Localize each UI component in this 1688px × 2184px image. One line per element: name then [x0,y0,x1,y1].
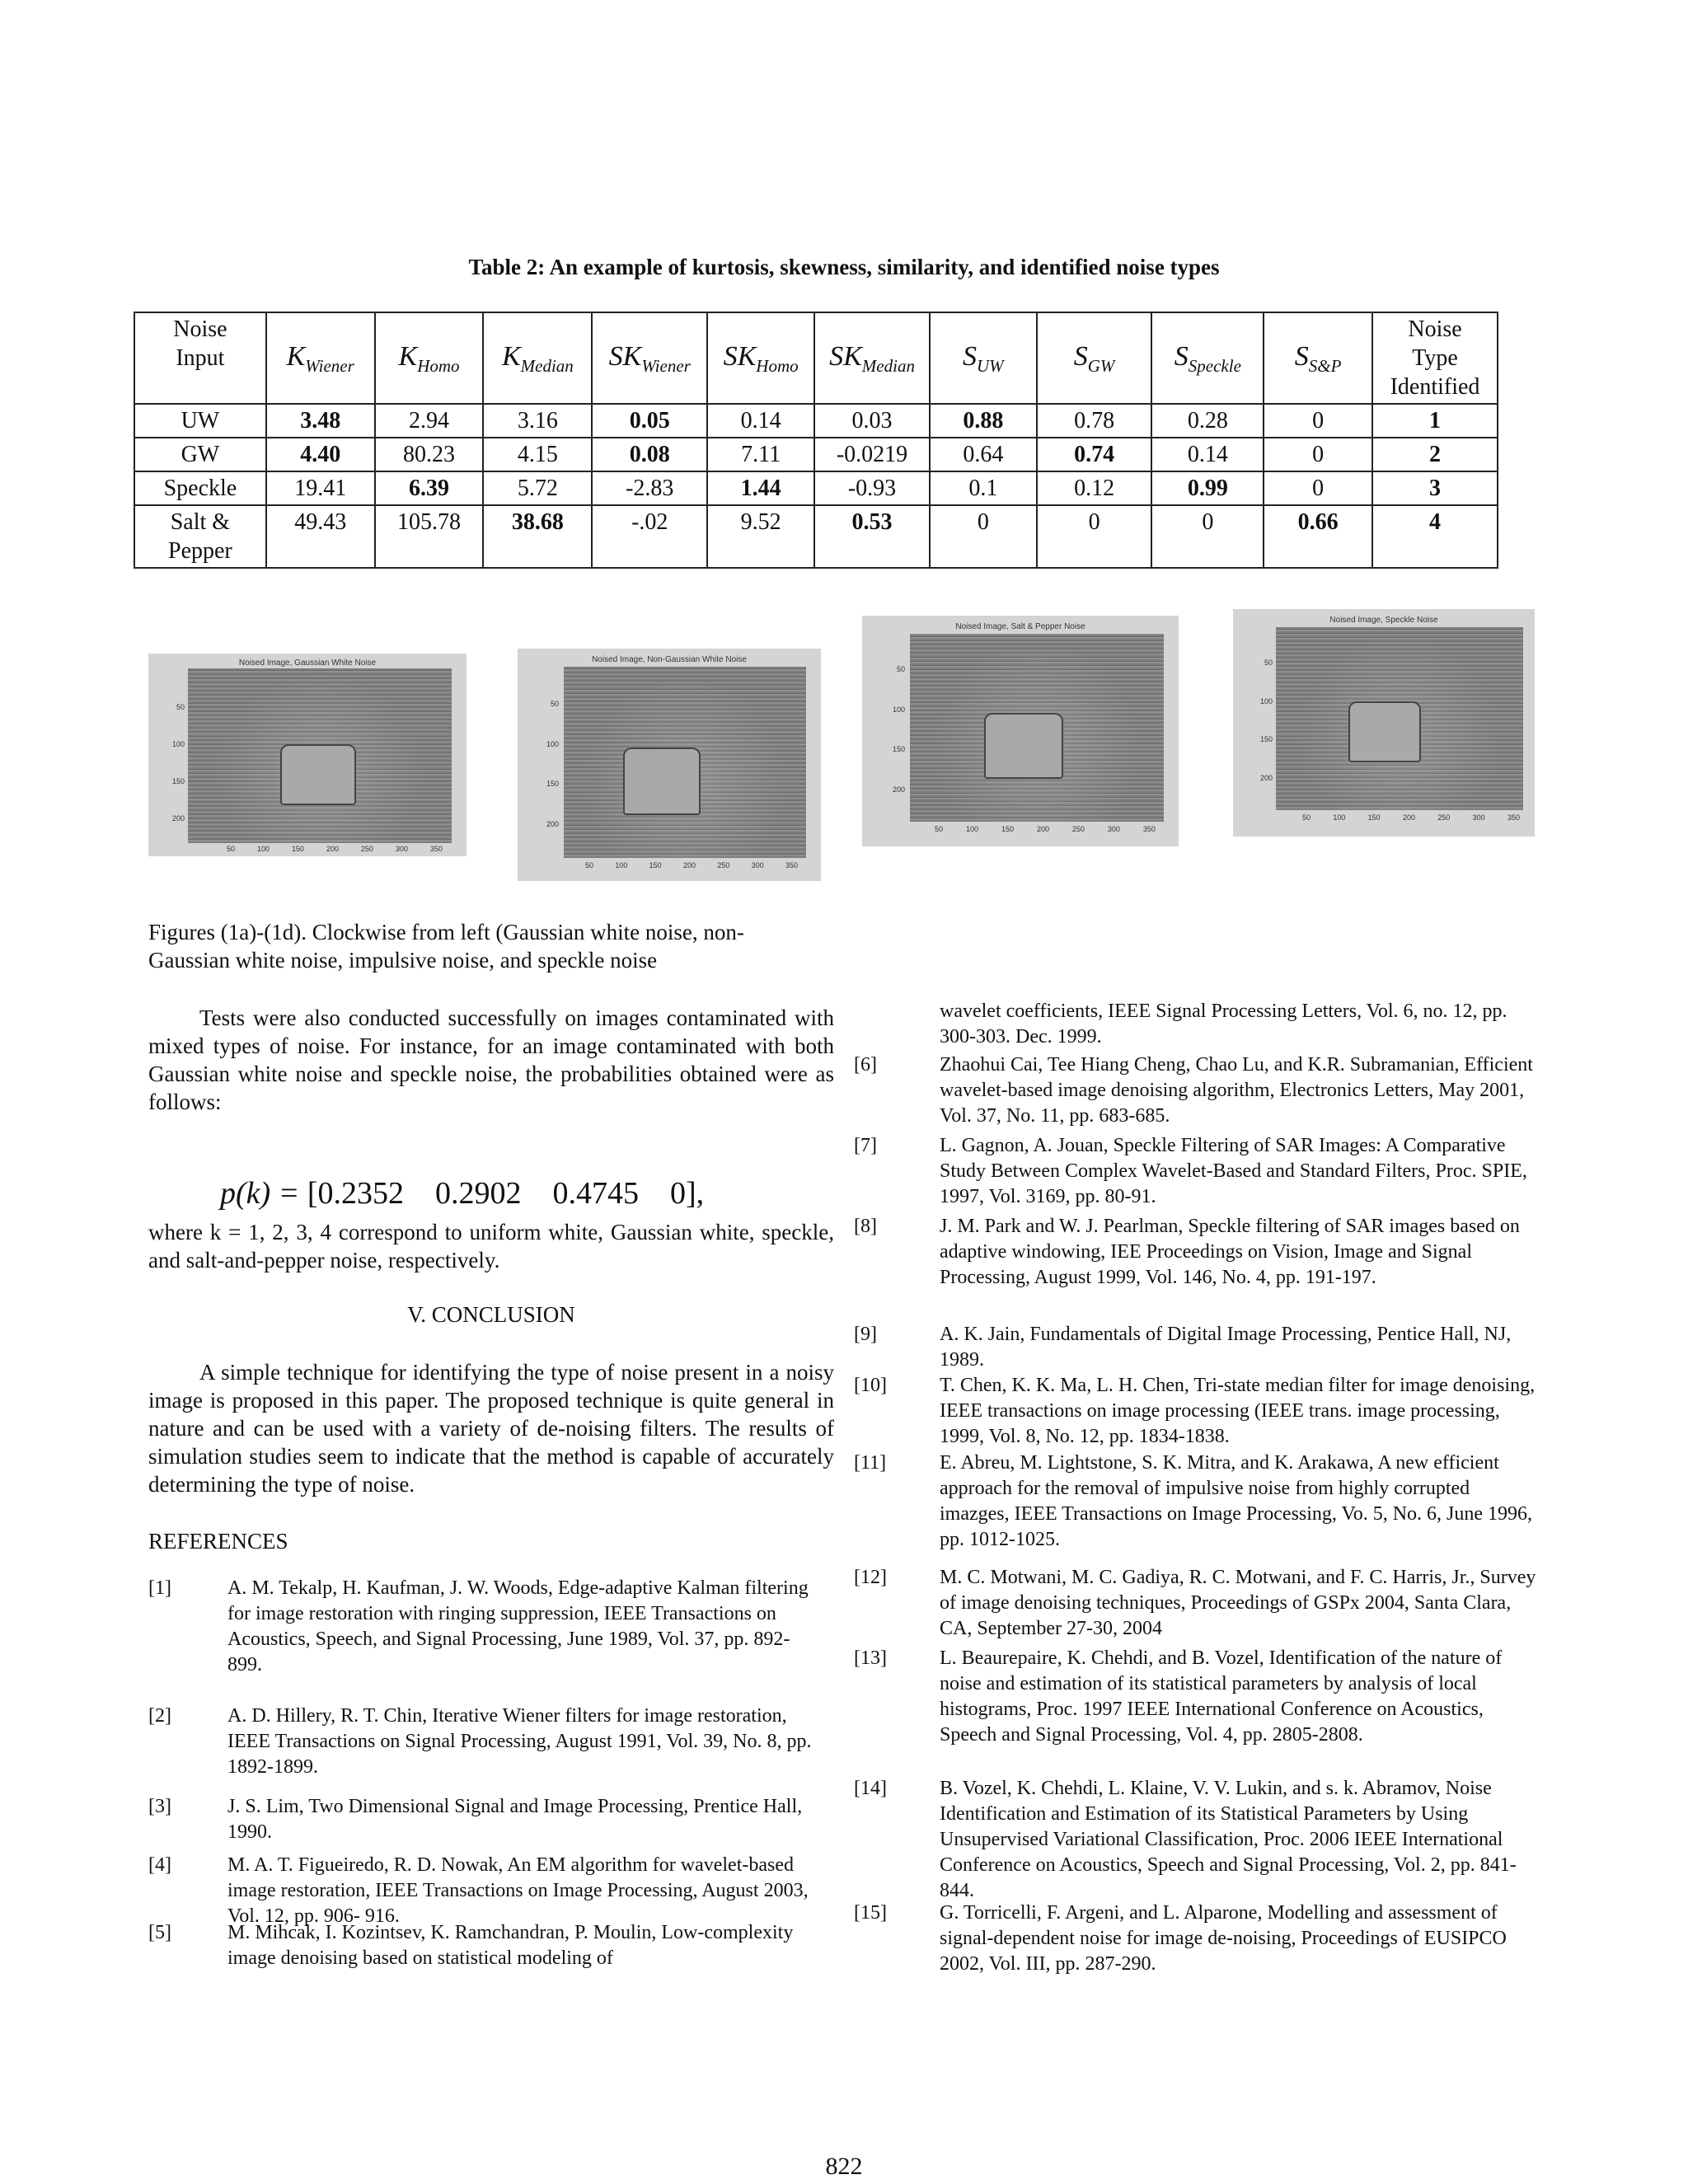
table-cell: 0.66 [1264,505,1372,568]
reference-text: M. A. T. Figueiredo, R. D. Nowak, An EM algorithm for wavelet-based image restoration, IEEE Transactions on Image Processing, August 2003, Vol. 12, pp. 906- 916. [227,1854,809,1927]
table-cell: 0 [1264,471,1372,505]
figure-title: Noised Image, Non-Gaussian White Noise [592,655,747,664]
conclusion-text: A simple technique for identifying the type of noise present in a noisy image is proposed in this paper. The proposed technique is quite general in nature and can be used with a variety of de-noising filters. The results of simulation studies seem to indicate that the method is capable of accurately determining the type of noise. [148,1360,834,1497]
table-cell: 5.72 [483,471,592,505]
table-cell: 4.40 [266,438,375,471]
table-cell: -.02 [592,505,707,568]
header-k-wiener: $K_{Wiener}$ [266,312,375,404]
table-cell: 0.53 [814,505,930,568]
reference-number: [5] [148,1922,171,1943]
reference-text: wavelet coefficients, IEEE Signal Processing Letters, Vol. 6, no. 12, pp. 300-303. Dec. 1999. [940,1001,1507,1047]
table-cell: 1.44 [707,471,814,505]
row-noise-input: UW [134,404,266,438]
table-cell: 0 [1037,505,1152,568]
y-ticks: 50 100 150 200 [546,700,559,828]
table-title: Table 2: An example of kurtosis, skewness, similarity, and identified noise types [468,255,1220,279]
table-cell: 0.1 [930,471,1037,505]
reference-number: [6] [854,1054,877,1076]
figure-title: Noised Image, Gaussian White Noise [238,658,377,668]
table-cell: 0.12 [1037,471,1152,505]
reference-text: E. Abreu, M. Lightstone, S. K. Mitra, and K. Arakawa, A new efficient approach for the removal of impulsive noise from highly corrupted imazges, IEEE Transactions on Image Processing, Vo. 5, No. 6, June 1996, pp. 1012-1025. [940,1452,1533,1550]
header-k-median: $K_{Median}$ [483,312,592,404]
reference-text: A. D. Hillery, R. T. Chin, Iterative Wiener filters for image restoration, IEEE Transactions on Signal Processing, August 1991, Vol. 39, No. 8, pp. 1892-1899. [227,1705,812,1778]
header-s-gw: $S_{GW}$ [1037,312,1152,404]
table-cell: 0.14 [1151,438,1264,471]
figure-gaussian-white-noise [148,654,467,856]
header-sk-median: $SK_{Median}$ [814,312,930,404]
table-cell: 6.39 [375,471,484,505]
figure-caption: Figures (1a)-(1d). Clockwise from left (Gaussian white noise, non- Gaussian white noise, impulsive noise, and speckle noise [148,920,744,972]
x-ticks: 50 100 150 200 250 300 350 [585,861,798,869]
table-cell: 0.28 [1151,404,1264,438]
conclusion-heading: V. CONCLUSION [407,1302,575,1327]
table-cell: 0.74 [1037,438,1152,471]
reference-text: M. C. Motwani, M. C. Gadiya, R. C. Motwani, and F. C. Harris, Jr., Survey of image denoising techniques, Proceedings of GSPx 2004, Santa Clara, CA, September 27-30, 2004 [940,1567,1536,1639]
reference-number: [8] [854,1216,877,1237]
table-cell: 2 [1372,438,1498,471]
table-cell: 3.48 [266,404,375,438]
reference-number: [1] [148,1577,171,1599]
probability-formula: p(k) = [0.2352 0.2902 0.4745 0], [220,1176,705,1211]
table-cell: 0.64 [930,438,1037,471]
reference-text: G. Torricelli, F. Argeni, and L. Alparone, Modelling and assessment of signal-dependent noise for image de-noising, Proceedings of EUSIPCO 2002, Vol. III, pp. 287-290. [940,1902,1507,1975]
x-ticks: 50 100 150 200 250 300 350 [935,825,1156,833]
reference-text: T. Chen, K. K. Ma, L. H. Chen, Tri-state median filter for image denoising, IEEE transactions on image processing (IEEE trans. image processing, 1999, Vol. 8, No. 12, pp. 1834-1838. [940,1375,1536,1447]
page-number: 822 [825,2153,863,2180]
table-cell: 1 [1372,404,1498,438]
references-heading: REFERENCES [148,1529,288,1554]
table-cell: 0 [1151,505,1264,568]
table-cell: 0.14 [707,404,814,438]
table-row [134,471,1498,505]
reference-number: [13] [854,1647,887,1669]
table-cell: 3 [1372,471,1498,505]
reference-text: M. Mihcak, I. Kozintsev, K. Ramchandran, P. Moulin, Low-complexity image denoising based on statistical modeling of [227,1922,794,1969]
table-cell: 0.03 [814,404,930,438]
table-cell: 0 [1264,438,1372,471]
table-cell: 49.43 [266,505,375,568]
table-cell: 4 [1372,505,1498,568]
table-cell: 0 [930,505,1037,568]
reference-number: [14] [854,1778,887,1799]
table-cell: 0 [1264,404,1372,438]
header-sk-wiener: $SK_{Wiener}$ [592,312,707,404]
reference-text: A. M. Tekalp, H. Kaufman, J. W. Woods, Edge-adaptive Kalman filtering for image restoration with ringing suppression, IEEE Transactions on Acoustics, Speech, and Signal Processing, June 1989, Vol. 37, pp. 892-899. [227,1577,809,1675]
reference-text: J. S. Lim, Two Dimensional Signal and Image Processing, Prentice Hall, 1990. [227,1796,803,1843]
x-ticks: 50 100 150 200 250 300 350 [1302,813,1520,822]
table-cell: 80.23 [375,438,484,471]
table-header-row [134,312,1498,404]
table-cell: 2.94 [375,404,484,438]
row-noise-input: GW [134,438,266,471]
figure-title: Noised Image, Salt & Pepper Noise [955,622,1085,631]
table-cell: 4.15 [483,438,592,471]
row-noise-input: Speckle [134,471,266,505]
table-cell: 0.78 [1037,404,1152,438]
header-noise-input: Noise Input [134,312,266,404]
reference-text: L. Beaurepaire, K. Chehdi, and B. Vozel, Identification of the nature of noise and estimation of its statistical parameters by analysis of local histograms, Proc. 1997 IEEE International Conference on Acoustics, Speech and Signal Processing, Vol. 4, pp. 2805-2808. [940,1647,1503,1746]
table-cell: 19.41 [266,471,375,505]
reference-number: [4] [148,1854,171,1876]
table-cell: -0.0219 [814,438,930,471]
figure-speckle-noise [1233,609,1535,837]
table-cell: 9.52 [707,505,814,568]
table-cell: -2.83 [592,471,707,505]
table-row [134,404,1498,438]
figure-non-gaussian-white-noise [518,649,821,881]
reference-number: [2] [148,1705,171,1727]
results-table [134,312,1498,569]
header-noise-type: Noise Type Identified [1372,312,1498,404]
reference-number: [7] [854,1135,877,1156]
reference-number: [9] [854,1324,877,1345]
table-cell: 3.16 [483,404,592,438]
car-shape [984,713,1063,779]
table-cell: 0.88 [930,404,1037,438]
row-noise-input: Salt & Pepper [134,505,266,568]
header-s-sp: $S_{S\&P}$ [1264,312,1372,404]
reference-number: [12] [854,1567,887,1588]
reference-number: [15] [854,1902,887,1924]
header-s-uw: $S_{UW}$ [930,312,1037,404]
table-row [134,505,1498,568]
reference-number: [10] [854,1375,887,1396]
figure-salt-pepper-noise [862,616,1179,846]
reference-text: L. Gagnon, A. Jouan, Speckle Filtering of SAR Images: A Comparative Study Between Complex Wavelet-Based and Standard Filters, Proc. SPIE, 1997, Vol. 3169, pp. 80-91. [940,1135,1527,1207]
reference-text: J. M. Park and W. J. Pearlman, Speckle filtering of SAR images based on adaptive windowing, IEE Proceedings on Vision, Image and Signal Processing, August 1999, Vol. 146, No. 4, pp. 191-197. [940,1216,1520,1288]
figure-title: Noised Image, Speckle Noise [1329,616,1438,625]
car-shape [1348,701,1421,762]
table-cell: -0.93 [814,471,930,505]
table-cell: 7.11 [707,438,814,471]
header-s-speckle: $S_{Speckle}$ [1151,312,1264,404]
table-cell: 38.68 [483,505,592,568]
header-sk-homo: $SK_{Homo}$ [707,312,814,404]
x-ticks: 50 100 150 200 250 300 350 [227,845,443,853]
table-cell: 0.08 [592,438,707,471]
car-shape [280,744,356,805]
car-shape [623,748,701,815]
reference-text: Zhaohui Cai, Tee Hiang Cheng, Chao Lu, and K.R. Subramanian, Efficient wavelet-based image denoising algorithm, Electronics Letters, May 2001, Vol. 37, No. 11, pp. 683-685. [940,1054,1533,1127]
reference-number: [11] [854,1452,887,1474]
header-k-homo: $K_{Homo}$ [375,312,484,404]
y-ticks: 50 100 150 200 [1259,658,1273,782]
paragraph-mixed-noise: Tests were also conducted successfully on images contaminated with mixed types of noise. For instance, for an image contaminated with both Gaussian white noise and speckle noise, the probabilities obtained were as follows: [148,1005,834,1114]
y-ticks: 50 100 150 200 [892,665,905,794]
reference-text: B. Vozel, K. Chehdi, L. Klaine, V. V. Lukin, and s. k. Abramov, Noise Identification and Estimation of its Statistical Parameters by Using Unsupervised Variational Classification, Proc. 2006 IEEE International Conference on Acoustics, Speech and Signal Processing, Vol. 2, pp. 841-844. [940,1778,1517,1901]
y-ticks: 50 100 150 200 [171,703,185,823]
reference-number: [3] [148,1796,171,1817]
paragraph-k-definition: where k = 1, 2, 3, 4 correspond to uniform white, Gaussian white, speckle, and salt-and-pepper noise, respectively. [148,1220,834,1272]
table-cell: 0.05 [592,404,707,438]
table-row [134,438,1498,471]
table-cell: 0.99 [1151,471,1264,505]
table-cell: 105.78 [375,505,484,568]
reference-text: A. K. Jain, Fundamentals of Digital Image Processing, Pentice Hall, NJ, 1989. [940,1324,1512,1371]
